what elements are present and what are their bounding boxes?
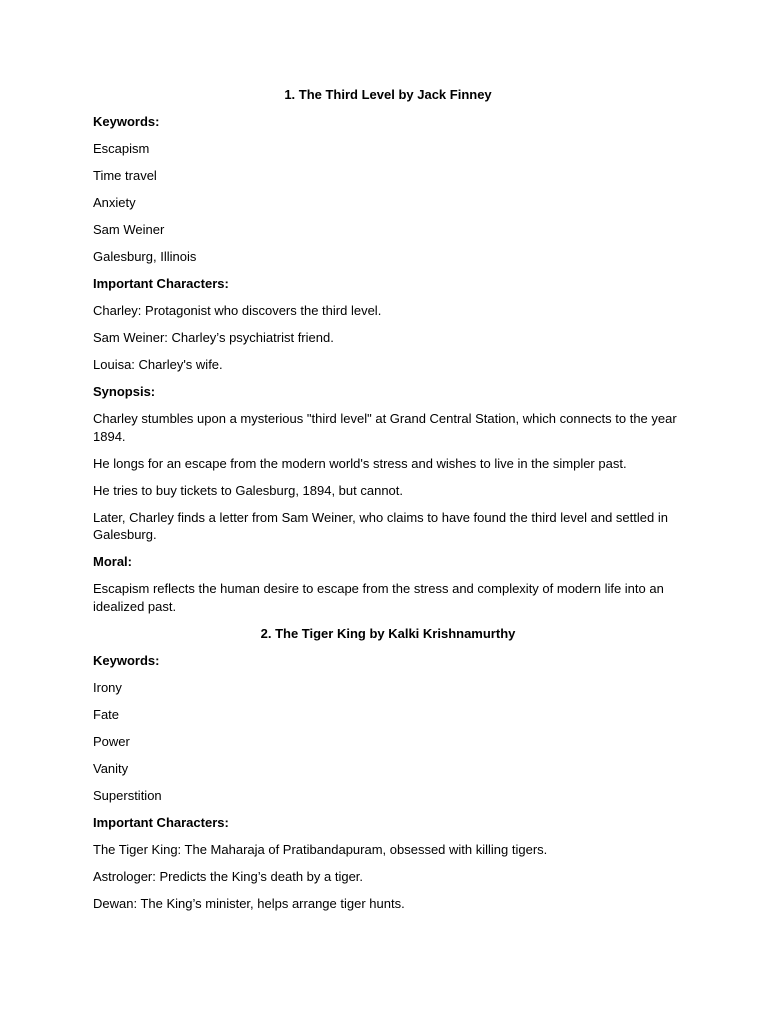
synopsis-paragraph: He longs for an escape from the modern world's stress and wishes to live in the simpler past. — [93, 455, 627, 471]
keyword-item: Sam Weiner — [93, 222, 165, 237]
characters-heading: Important Characters: — [93, 276, 229, 291]
moral-heading: Moral: — [93, 554, 132, 569]
keyword-item: Irony — [93, 679, 122, 695]
keyword-item: Anxiety — [93, 195, 136, 210]
synopsis-paragraph: Charley stumbles upon a mysterious "third level" at Grand Central Station, which connects to the year 1894. — [93, 411, 677, 444]
keywords-heading: Keywords: — [93, 652, 160, 668]
document-page — [93, 86, 683, 922]
moral-paragraph: Escapism reflects the human desire to escape from the stress and complexity of modern life into an idealized past. — [93, 581, 664, 614]
character-item: The Tiger King: The Maharaja of Pratibandapuram, obsessed with killing tigers. — [93, 841, 548, 857]
keyword-item: Vanity — [93, 760, 129, 776]
keyword-item: Power — [93, 733, 130, 749]
character-item: Charley: Protagonist who discovers the third level. — [93, 303, 382, 318]
keyword-item: Galesburg, Illinois — [93, 249, 197, 264]
character-item: Astrologer: Predicts the King’s death by a tiger. — [93, 868, 364, 884]
character-item: Sam Weiner: Charley’s psychiatrist friend. — [93, 330, 334, 345]
character-item: Dewan: The King’s minister, helps arrange tiger hunts. — [93, 895, 405, 911]
keyword-item: Time travel — [93, 168, 157, 183]
synopsis-paragraph: He tries to buy tickets to Galesburg, 1894, but cannot. — [93, 482, 404, 498]
keywords-heading: Keywords: — [93, 114, 160, 129]
keyword-item: Fate — [93, 706, 120, 722]
characters-heading: Important Characters: — [93, 814, 229, 830]
section-title: 2. The Tiger King by Kalki Krishnamurthy — [260, 625, 516, 641]
keyword-item: Escapism — [93, 141, 150, 156]
synopsis-paragraph: Later, Charley finds a letter from Sam Weiner, who claims to have found the third level and settled in Galesburg. — [93, 509, 668, 542]
keyword-item: Superstition — [93, 787, 162, 803]
character-item: Louisa: Charley's wife. — [93, 357, 223, 372]
synopsis-heading: Synopsis: — [93, 384, 156, 399]
section-title: 1. The Third Level by Jack Finney — [284, 87, 492, 102]
